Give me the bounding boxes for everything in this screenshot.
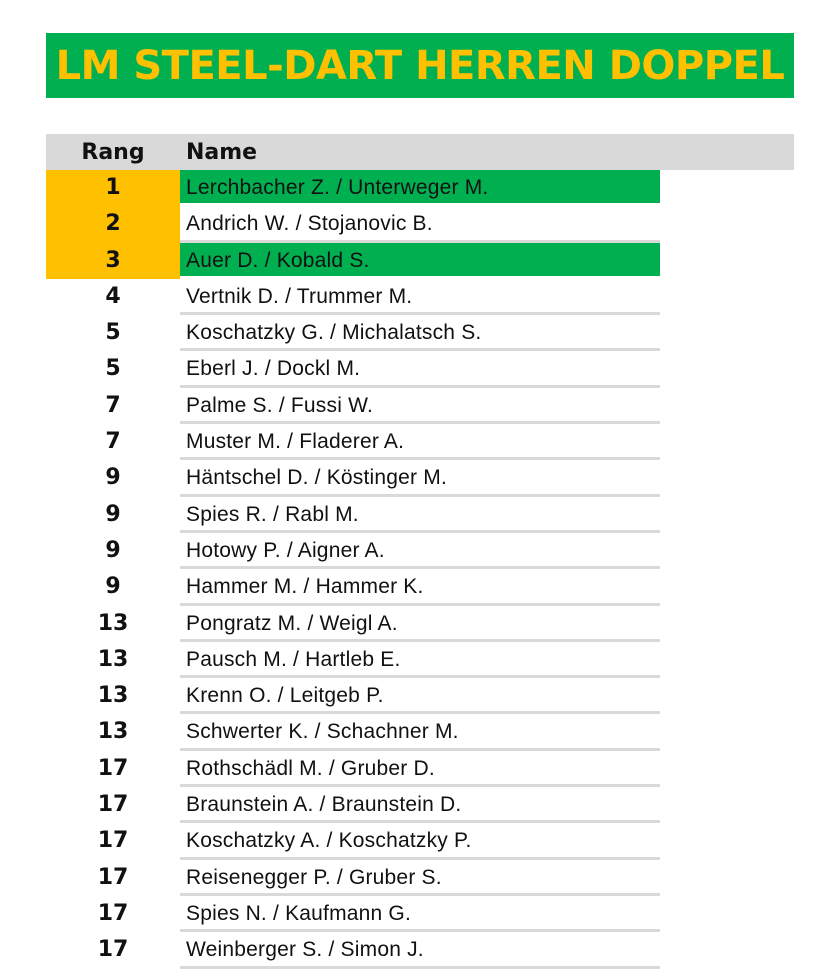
rank-cell: 17 (97, 828, 129, 854)
player-names: Schwerter K. / Schachner M. (186, 720, 459, 744)
rank-cell: 9 (105, 465, 121, 491)
player-names: Krenn O. / Leitgeb P. (186, 684, 384, 708)
name-cell (180, 896, 660, 932)
player-names: Spies R. / Rabl M. (186, 502, 359, 526)
player-names: Koschatzky A. / Koschatzky P. (186, 829, 472, 853)
name-cell (180, 424, 660, 460)
table-row (46, 243, 660, 279)
rank-cell: 17 (97, 755, 129, 781)
rank-cell: 5 (105, 320, 121, 346)
rank-cell: 13 (97, 646, 129, 672)
rank-cell: 13 (97, 683, 129, 709)
header-name: Name (186, 140, 258, 165)
rank-cell: 13 (97, 719, 129, 745)
rank-cell: 2 (46, 206, 180, 242)
ranking-table (46, 170, 660, 969)
table-row (46, 896, 660, 932)
rank-cell: 4 (105, 283, 121, 309)
table-row (46, 424, 660, 460)
title-banner (46, 33, 794, 98)
player-names: Reisenegger P. / Gruber S. (186, 865, 442, 889)
name-cell (180, 497, 660, 533)
table-row (46, 569, 660, 605)
name-cell (180, 751, 660, 787)
rank-cell: 9 (105, 501, 121, 527)
player-names: Braunstein A. / Braunstein D. (186, 793, 462, 817)
name-cell (180, 714, 660, 750)
player-names: Lerchbacher Z. / Unterweger M. (186, 176, 489, 199)
table-row (46, 642, 660, 678)
player-names: Rothschädl M. / Gruber D. (186, 756, 435, 780)
table-row (46, 533, 660, 569)
player-names: Koschatzky G. / Michalatsch S. (186, 321, 482, 345)
name-cell (180, 569, 660, 605)
name-cell (180, 860, 660, 896)
table-row (46, 206, 660, 242)
table-row (46, 787, 660, 823)
table-row (46, 351, 660, 387)
table-row (46, 932, 660, 968)
player-names: Hammer M. / Hammer K. (186, 575, 424, 599)
player-names: Vertnik D. / Trummer M. (186, 284, 413, 308)
table-row (46, 751, 660, 787)
name-cell (180, 678, 660, 714)
rank-cell: 7 (105, 392, 121, 418)
name-cell (180, 388, 660, 424)
table-row (46, 497, 660, 533)
name-cell (180, 932, 660, 968)
rank-cell: 17 (97, 900, 129, 926)
name-cell (180, 823, 660, 859)
table-row (46, 460, 660, 496)
name-cell (180, 787, 660, 823)
player-names: Spies N. / Kaufmann G. (186, 901, 412, 925)
rank-cell: 1 (46, 170, 180, 206)
name-cell (180, 243, 660, 279)
rank-cell: 9 (105, 574, 121, 600)
player-names: Eberl J. / Dockl M. (186, 357, 361, 381)
name-cell (180, 315, 660, 351)
name-cell (180, 206, 660, 242)
table-row (46, 678, 660, 714)
player-names: Palme S. / Fussi W. (186, 393, 374, 417)
rank-cell: 17 (97, 864, 129, 890)
name-cell (180, 460, 660, 496)
player-names: Andrich W. / Stojanovic B. (186, 212, 433, 236)
name-cell (180, 170, 660, 206)
page-title: LM STEEL-DART HERREN DOPPEL (55, 42, 785, 89)
table-row (46, 388, 660, 424)
rank-cell: 17 (97, 937, 129, 963)
player-names: Auer D. / Kobald S. (186, 248, 370, 272)
name-cell (180, 351, 660, 387)
name-cell (180, 606, 660, 642)
rank-cell: 3 (46, 243, 180, 279)
table-row (46, 606, 660, 642)
player-names: Hotowy P. / Aigner A. (186, 538, 385, 562)
player-names: Pongratz M. / Weigl A. (186, 611, 398, 635)
rank-cell: 7 (105, 429, 121, 455)
name-cell (180, 642, 660, 678)
player-names: Weinberger S. / Simon J. (186, 938, 424, 962)
rank-cell: 17 (97, 792, 129, 818)
header-rank: Rang (81, 140, 145, 165)
rank-cell: 13 (97, 610, 129, 636)
rank-cell: 9 (105, 537, 121, 563)
table-header (46, 134, 794, 170)
table-row (46, 714, 660, 750)
table-row (46, 860, 660, 896)
rank-cell: 5 (105, 356, 121, 382)
table-row (46, 823, 660, 859)
name-cell (180, 279, 660, 315)
player-names: Muster M. / Fladerer A. (186, 430, 405, 454)
table-row (46, 279, 660, 315)
player-names: Pausch M. / Hartleb E. (186, 647, 401, 671)
name-cell (180, 533, 660, 569)
player-names: Häntschel D. / Köstinger M. (186, 466, 447, 490)
table-row (46, 170, 660, 206)
table-row (46, 315, 660, 351)
